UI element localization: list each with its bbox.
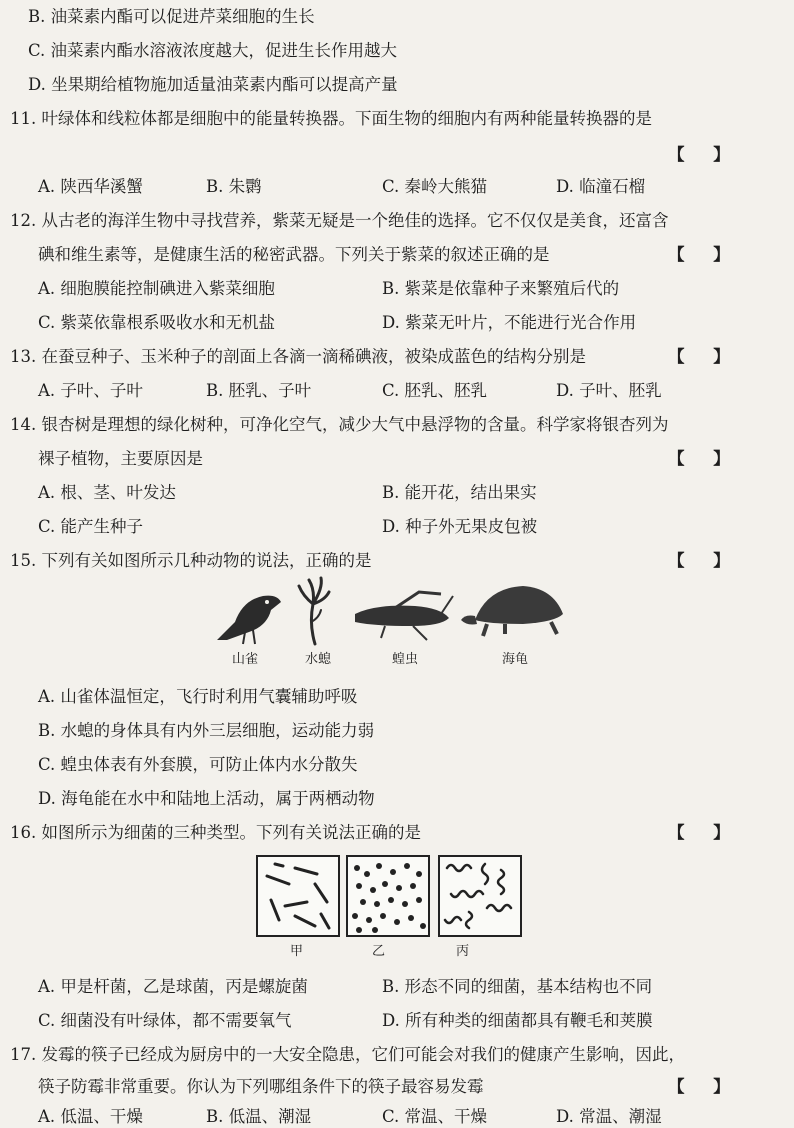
q17-option-c: C. 常温、干燥 — [382, 1107, 488, 1126]
q14-option-a: A. 根、茎、叶发达 — [38, 483, 176, 502]
tit-bird-illustration — [217, 596, 281, 644]
q13-answer-bracket: 【 】 — [668, 347, 730, 366]
q12-option-d: D. 紫菜无叶片，不能进行光合作用 — [382, 313, 637, 332]
q12-answer-bracket: 【 】 — [668, 245, 730, 264]
figure-label-tit: 山雀 — [232, 652, 259, 667]
q17-answer-bracket: 【 】 — [668, 1077, 730, 1096]
figure-label-jia: 甲 — [290, 944, 304, 959]
figure-label-bing: 丙 — [456, 944, 470, 959]
locust-illustration — [355, 592, 453, 640]
q17-option-d: D. 常温、潮湿 — [556, 1107, 662, 1126]
q15-option-a: A. 山雀体温恒定，飞行时利用气囊辅助呼吸 — [38, 687, 358, 706]
q13-stem: 13. 在蚕豆种子、玉米种子的剖面上各滴一滴稀碘液，被染成蓝色的结构分别是 — [10, 347, 586, 366]
q11-option-c: C. 秦岭大熊猫 — [382, 177, 488, 196]
q16-option-c: C. 细菌没有叶绿体，都不需要氧气 — [38, 1011, 292, 1030]
q11-answer-bracket: 【 】 — [668, 145, 730, 164]
q17-option-a: A. 低温、干燥 — [38, 1107, 143, 1126]
q13-option-d: D. 子叶、胚乳 — [556, 381, 662, 400]
q12-option-c: C. 紫菜依靠根系吸收水和无机盐 — [38, 313, 276, 332]
q16-option-d: D. 所有种类的细菌都具有鞭毛和荚膜 — [382, 1011, 653, 1030]
q11-option-a: A. 陕西华溪蟹 — [38, 177, 143, 196]
q10-option-b: B. 油菜素内酯可以促进芹菜细胞的生长 — [28, 7, 315, 26]
figure-label-yi: 乙 — [372, 944, 386, 959]
q13-option-b: B. 胚乳、子叶 — [206, 381, 312, 400]
q10-option-d: D. 坐果期给植物施加适量油菜素内酯可以提高产量 — [28, 75, 398, 94]
q16-option-b: B. 形态不同的细菌，基本结构也不同 — [382, 977, 653, 996]
q16-option-a: A. 甲是杆菌，乙是球菌，丙是螺旋菌 — [38, 977, 308, 996]
q13-option-a: A. 子叶、子叶 — [38, 381, 143, 400]
q14-option-d: D. 种子外无果皮包被 — [382, 517, 538, 536]
figure-label-hydra: 水螅 — [305, 652, 332, 667]
hydra-illustration — [299, 578, 329, 644]
q17-stem-line1: 17. 发霉的筷子已经成为厨房中的一大安全隐患，它们可能会对我们的健康产生影响，因此， — [10, 1045, 685, 1064]
q12-option-a: A. 细胞膜能控制碘进入紫菜细胞 — [38, 279, 275, 298]
q12-stem-line2: 碘和维生素等，是健康生活的秘密武器。下列关于紫菜的叙述正确的是 — [38, 245, 550, 264]
q17-stem-line2: 筷子防霉非常重要。你认为下列哪组条件下的筷子最容易发霉 — [38, 1077, 484, 1096]
q16-stem: 16. 如图所示为细菌的三种类型。下列有关说法正确的是 — [10, 823, 421, 842]
q14-answer-bracket: 【 】 — [668, 449, 730, 468]
spiral-bacteria-panel — [439, 856, 521, 936]
q10-option-c: C. 油菜素内酯水溶液浓度越大，促进生长作用越大 — [28, 41, 398, 60]
q15-option-c: C. 蝗虫体表有外套膜，可防止体内水分散失 — [38, 755, 358, 774]
q15-stem: 15. 下列有关如图所示几种动物的说法，正确的是 — [10, 551, 372, 570]
q12-stem-line1: 12. 从古老的海洋生物中寻找营养，紫菜无疑是一个绝佳的选择。它不仅仅是美食，还富含 — [10, 211, 669, 230]
bacteria-figure — [255, 854, 525, 940]
q15-option-b: B. 水螅的身体具有内外三层细胞，运动能力弱 — [38, 721, 375, 740]
animals-figure — [205, 574, 575, 646]
q16-answer-bracket: 【 】 — [668, 823, 730, 842]
figure-label-locust: 蝗虫 — [392, 652, 419, 667]
coccus-bacteria-panel — [347, 856, 429, 936]
q15-option-d: D. 海龟能在水中和陆地上活动，属于两栖动物 — [38, 789, 375, 808]
q11-option-d: D. 临潼石榴 — [556, 177, 646, 196]
q12-option-b: B. 紫菜是依靠种子来繁殖后代的 — [382, 279, 620, 298]
turtle-illustration — [461, 586, 563, 636]
q11-option-b: B. 朱鹮 — [206, 177, 262, 196]
q14-stem-line2: 裸子植物，主要原因是 — [38, 449, 203, 468]
rod-bacteria-panel — [257, 856, 339, 936]
q13-option-c: C. 胚乳、胚乳 — [382, 381, 488, 400]
q14-stem-line1: 14. 银杏树是理想的绿化树种，可净化空气，减少大气中悬浮物的含量。科学家将银杏列为 — [10, 415, 669, 434]
q11-stem: 11. 叶绿体和线粒体都是细胞中的能量转换器。下面生物的细胞内有两种能量转换器的是 — [10, 109, 652, 128]
q17-option-b: B. 低温、潮湿 — [206, 1107, 312, 1126]
q14-option-c: C. 能产生种子 — [38, 517, 144, 536]
q14-option-b: B. 能开花，结出果实 — [382, 483, 537, 502]
q15-answer-bracket: 【 】 — [668, 551, 730, 570]
figure-label-turtle: 海龟 — [502, 652, 529, 667]
